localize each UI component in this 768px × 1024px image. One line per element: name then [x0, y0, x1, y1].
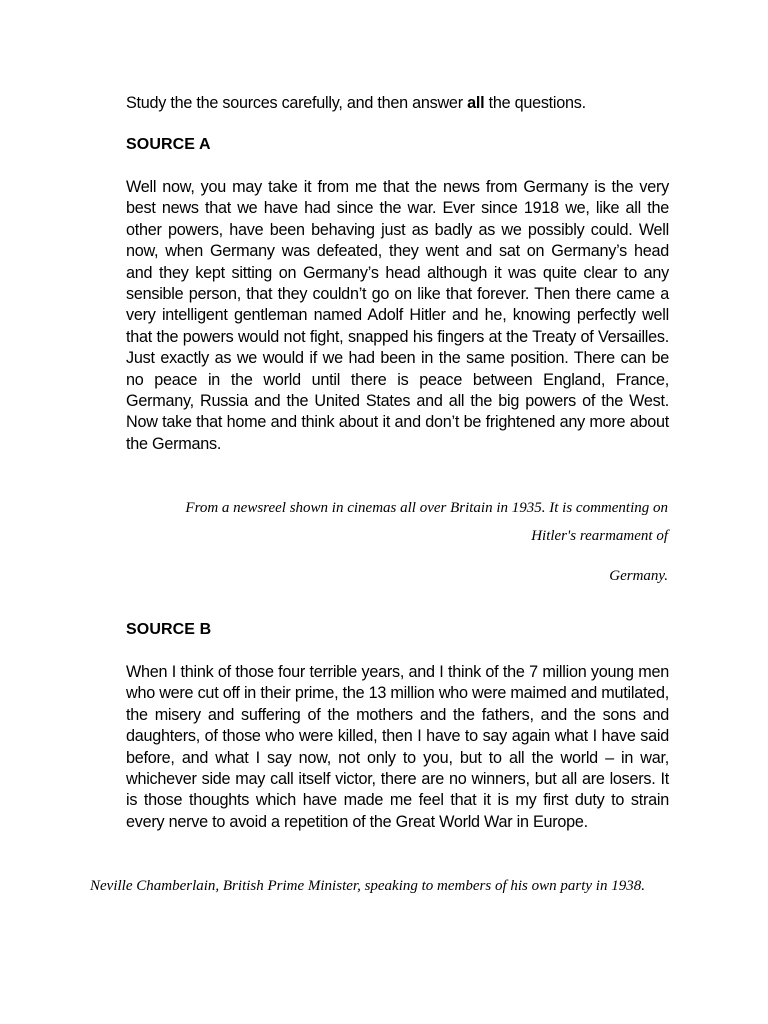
source-a-caption-line: Germany.: [609, 568, 668, 584]
source-b-heading: SOURCE B: [126, 621, 212, 638]
instructions-text-end: the questions.: [484, 94, 586, 112]
source-b-caption: Neville Chamberlain, British Prime Minister, speaking to members of his own party in 1938.: [90, 878, 645, 894]
source-a-text: Well now, you may take it from me that the news from Germany is the very best news that we have had since the war. Ever since 1918 we, like all the other powers, have been behaving just as badly as we possibly could. Well now, when Germany was defeated, they went and sat on Germany’s head and they kept sitting on Germany’s head although it was quite clear to any sensible person, that they couldn’t go on like that forever. Then there came a very intelligent gentleman named Adolf Hitler and he, knowing perfectly well that the powers would not fight, snapped his fingers at the Treaty of Versailles. Just exactly as we would if we had been in the same position. There can be no peace in the world until there is peace between England, France, Germany, Russia and the United States and all the big powers of the West. Now take that home and think about it and don’t be frightened any more about the Germans.: [126, 178, 669, 453]
instructions-emphasis: all: [467, 94, 485, 112]
source-b-text: When I think of those four terrible years, and I think of the 7 million young men who were cut off in their prime, the 13 million who were maimed and mutilated, the misery and suffering of the mothers and the fathers, and the sons and daughters, of those who were killed, then I have to say again what I have said before, and what I say now, not only to you, but to all the world – in war, whichever side may call itself victor, there are no winners, but all are losers. It is those thoughts which have made me feel that it is my first duty to strain every nerve to avoid a repetition of the Great World War in Europe.: [126, 663, 669, 831]
source-a-heading: SOURCE A: [126, 136, 211, 153]
source-a-caption-line: From a newsreel shown in cinemas all over Britain in 1935. It is commenting on: [185, 500, 668, 516]
source-a-caption-line: Hitler's rearmament of: [531, 528, 668, 544]
instructions-text: Study the the sources carefully, and then answer: [126, 94, 468, 112]
instructions-line: [126, 93, 669, 114]
source-a-caption: [68, 500, 668, 585]
